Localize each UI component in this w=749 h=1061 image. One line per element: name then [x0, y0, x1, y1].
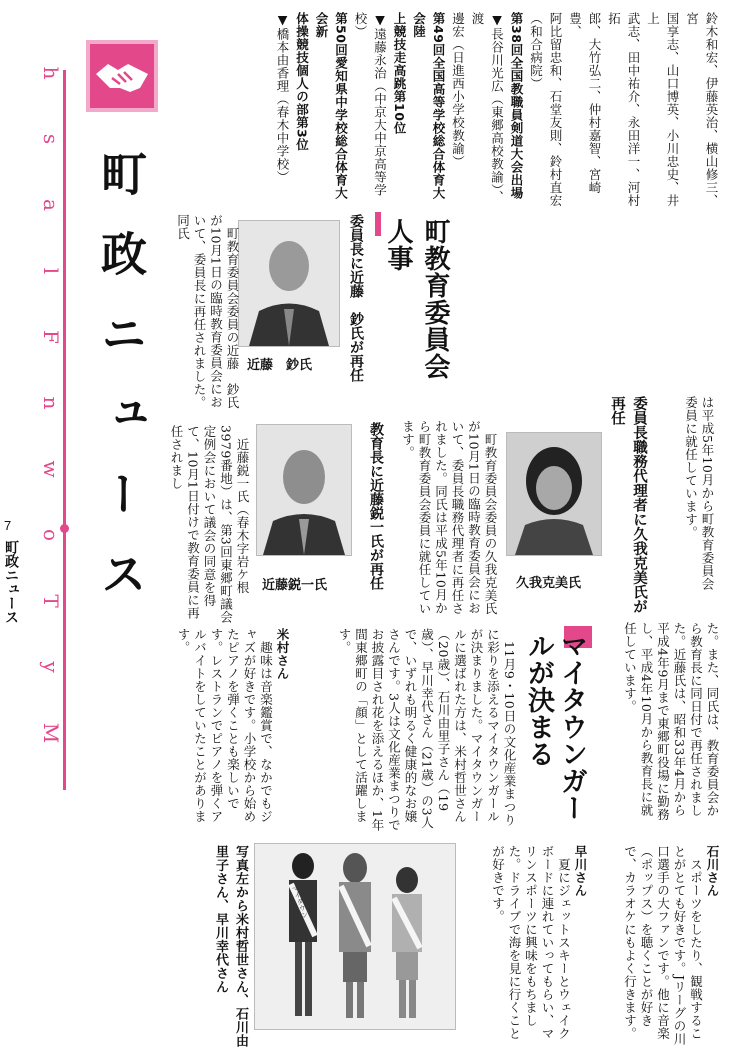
masthead-letter: n [39, 396, 63, 410]
award-list [275, 12, 721, 212]
photo-caption: 写真左から米村哲世さん、石川由里子さん、早川幸代さん [213, 845, 248, 1048]
award-line: 武志、田中祐介、永田洋一、河村拓 [606, 12, 641, 207]
page-title: 町政ニュース [94, 150, 148, 630]
kuga-photo [506, 432, 602, 556]
award-line: ▼橋本由香理（春木中学校） [275, 12, 290, 184]
hayakawa-block: 早川さん 夏にジェットスキーとウェイクボードに連れていってもらい、マリンスポーツに興味をもちました。ドライブで海を見に行くことが好きです。 [490, 845, 588, 1040]
masthead-letter: F [39, 330, 63, 344]
award-line: 第38回全国教職員剣道大会出場 [509, 12, 524, 200]
mytown-intro: 11月9・10日の文化産業まつりに彩りを添えるマイタウンガールが決まりました。マイタウンガールに選ばれた方は、米村哲世さん（20歳）、石川由里子さん（19歳）、早川幸代さん（21歳）の3人で、いずれも明るく健康的なお嬢さんです。3人は文化産業まつりでお披露目され花を添えるほか、1年間東郷町の「顔」として活躍します。 [337, 628, 517, 832]
award-line: ▼遠藤永治（中京大中京高等学校） [353, 12, 388, 197]
award-line: 郎、大竹弘二、仲村嘉智、宮崎豊、 [567, 12, 602, 194]
masthead-letters [40, 40, 62, 766]
sash-label: マイタウン [290, 883, 310, 920]
ishikawa-block: 石川さん スポーツをしたり、観戦することがとても好きです。Jリーグの川口選手の大ファンです。他に音楽（ポップス）を聴くことが好きで、カラオケにもよく行きます。 [622, 845, 720, 1046]
kuga-cont-text: は平成5年10月から町教育委員会委員に就任しています。 [683, 396, 715, 591]
masthead [0, 0, 90, 1061]
masthead-letter: s [39, 133, 63, 145]
masthead-letter: M [39, 722, 63, 744]
award-line: 上競技走高跳第10位 [392, 12, 407, 135]
kondo-sayo-photo [238, 220, 340, 347]
page-number: 7 [4, 518, 12, 533]
logo-box [86, 40, 158, 112]
kondo-eiichi-cont: た。また、同氏は、教育委員会から教育長に同日付で再任されました。近藤氏は、昭和33年4月から平成4年9月まで東郷町役場に勤務し、平成4年10月から教育長に就任しています。 [622, 622, 720, 821]
kondo-eiichi-photo [256, 424, 352, 556]
yonemura-block: 米村さん 趣味は音楽鑑賞で、なかでもジャズが好きです。小学校から始めたピアノを弾くことも楽しいです。レストランでピアノを弾くアルバイトをしていたことがあります。 [176, 628, 290, 823]
kondo-eiichi-text: 近藤鋭一氏（春木字岩ケ根3979番地）は、第3回東郷町議会定例会において議会の同意を得て、10月1日付けで教育委員に再任されまし [169, 425, 250, 624]
page-section: 町政ニュース [4, 540, 20, 624]
handshake-icon [90, 44, 154, 108]
kuga-caption: 久我克美氏 [516, 576, 582, 591]
award-line: ▼長谷川光広（東郷高校教諭）、渡 [470, 12, 505, 204]
award-line: 阿比留忠和、石堂友則、鈴村直宏 [548, 12, 563, 207]
masthead-letter: T [39, 594, 63, 608]
masthead-letter: w [39, 460, 63, 478]
portrait-icon [239, 221, 339, 346]
masthead-letter: a [39, 199, 63, 211]
masthead-letter: o [39, 528, 63, 542]
masthead-letter: h [39, 66, 63, 80]
kondo-eiichi-subhead: 教育長に近藤鋭一氏が再任 [368, 422, 384, 590]
award-line: 体操競技個人の部第3位 [294, 12, 310, 152]
kondo-sayo-caption: 近藤 鈔氏 [247, 358, 313, 373]
award-line: （和合病院） [528, 12, 544, 90]
education-headline: 町教育委員会人事 [375, 212, 413, 392]
award-line: 第50回愛知県中学校総合体育大会新 [314, 12, 349, 200]
kondo-sayo-text: 町教育委員会委員の近藤 鈔氏が10月1日の臨時教育委員会において、委員長に再任されました。同氏 [175, 214, 240, 409]
kuga-text: 町教育委員会委員の久我克美氏が10月1日の臨時教育委員会において、委員長職務代理者に再任されました。同氏は平成5年10月から町教育委員会委員に就任しています。 [400, 420, 498, 615]
award-line: 邊宏（日進西小学校教諭） [450, 12, 466, 168]
award-line: 国享志、山口博英、小川忠史、井上 [645, 12, 680, 207]
masthead-letter: y [39, 661, 63, 673]
award-line: 鈴木和宏、伊藤英治、横山修三、宮 [684, 12, 719, 207]
mytown-photo [254, 843, 456, 1030]
kuga-subhead: 委員長職務代理者に久我克美氏が再任 [609, 396, 647, 614]
mytown-headline-box: マイタウンガールが決まる [520, 622, 592, 837]
kondo-eiichi-caption: 近藤鋭一氏 [262, 578, 328, 593]
three-women-photo-icon [255, 844, 455, 1029]
masthead-line [63, 70, 66, 790]
masthead-letter: l [39, 267, 63, 275]
kondo-sayo-subhead: 委員長に近藤 鈔氏が再任 [348, 214, 364, 382]
portrait-icon [257, 425, 351, 555]
portrait-icon [507, 433, 601, 555]
award-line: 第49回全国高等学校総合体育大会陸 [411, 12, 446, 200]
